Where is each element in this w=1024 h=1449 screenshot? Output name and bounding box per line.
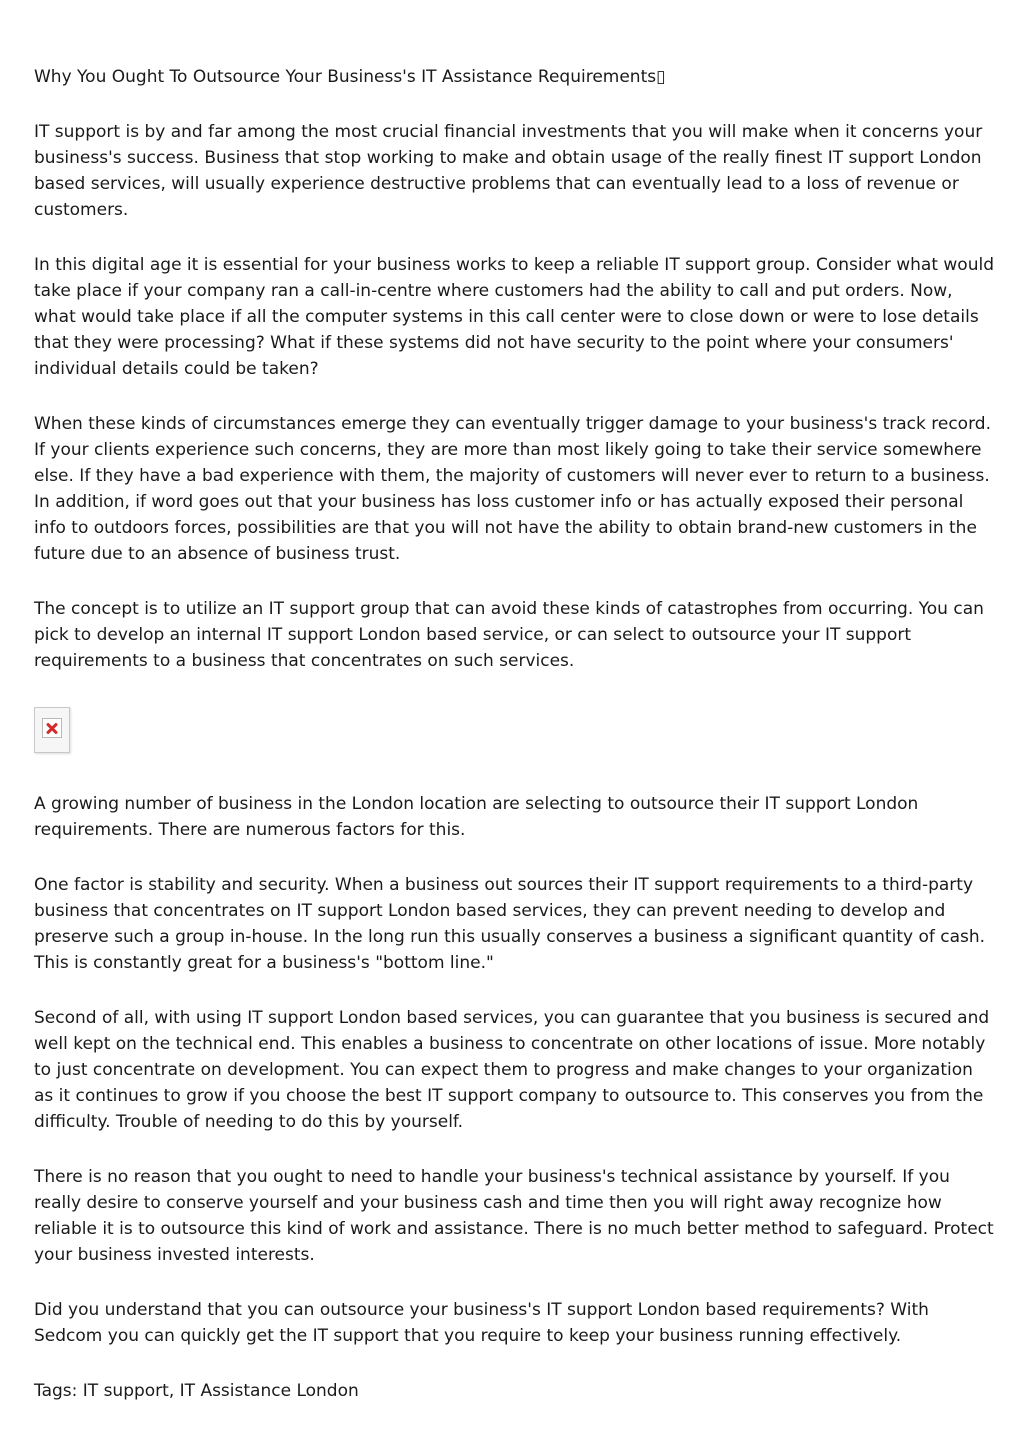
paragraph: Second of all, with using IT support London based services, you can guarantee that you business is secured and well kept on the technical end. This enables a business to concentrate on other locations of issue. More notably to just concentrate on development. You can expect them to progress and make changes to your organization as it continues to grow if you choose the best IT support company to outsource to. This conserves you from the difficulty. Trouble of needing to do this by yourself. [34, 1008, 990, 1132]
paragraph: One factor is stability and security. When a business out sources their IT support requirements to a third-party business that concentrates on IT support London based services, they can prevent needing to develop and preserve such a group in-house. In the long run this usually conserves a business a significant quantity of cash. This is constantly great for a business's "bottom line." [34, 875, 986, 973]
tags-line: Tags: IT support, IT Assistance London [34, 1381, 359, 1401]
paragraph: When these kinds of circumstances emerge they can eventually trigger damage to your business's track record. If your clients experience such concerns, they are more than most likely going to take their service somewhere else. If they have a bad experience with them, the majority of customers will never ever to return to a business. In addition, if word goes out that your business has loss customer info or has actually exposed their personal info to outdoors forces, possibilities are that you will not have the ability to obtain brand-new customers in the future due to an absence of business trust. [34, 414, 991, 564]
broken-image-icon [34, 707, 70, 753]
paragraph: Did you understand that you can outsource your business's IT support London based requirements? With Sedcom you can quickly get the IT support that you require to keep your business running effectively. [34, 1300, 929, 1346]
paragraph: IT support is by and far among the most crucial financial investments that you will make when it concerns your business's success. Business that stop working to make and obtain usage of the really finest IT support London based services, will usually experience destructive problems that can eventually lead to a loss of revenue or customers. [34, 122, 983, 220]
red-x-icon [42, 718, 62, 738]
paragraph: A growing number of business in the London location are selecting to outsource their IT support London requirements. There are numerous factors for this. [34, 794, 919, 840]
paragraph: There is no reason that you ought to need to handle your business's technical assistance by yourself. If you really desire to conserve yourself and your business cash and time then you will right away recognize how reliable it is to outsource this kind of work and assistance. There is no much better method to safeguard. Protect your business invested interests. [34, 1167, 994, 1265]
paragraph: In this digital age it is essential for your business works to keep a reliable IT support group. Consider what would take place if your company ran a call-in-centre where customers had the ability to call and put orders. Now, what would take place if all the computer systems in this call center were to close down or were to lose details that they were processing? What if these systems did not have security to the point where your consumers' individual details could be taken? [34, 255, 994, 379]
document-title: Why You Ought To Outsource Your Business's IT Assistance Requirements▯ [34, 67, 666, 87]
document-body [34, 64, 994, 1404]
paragraph: The concept is to utilize an IT support group that can avoid these kinds of catastrophes from occurring. You can pick to develop an internal IT support London based service, or can select to outsource your IT support requirements to a business that concentrates on such services. [34, 599, 984, 671]
